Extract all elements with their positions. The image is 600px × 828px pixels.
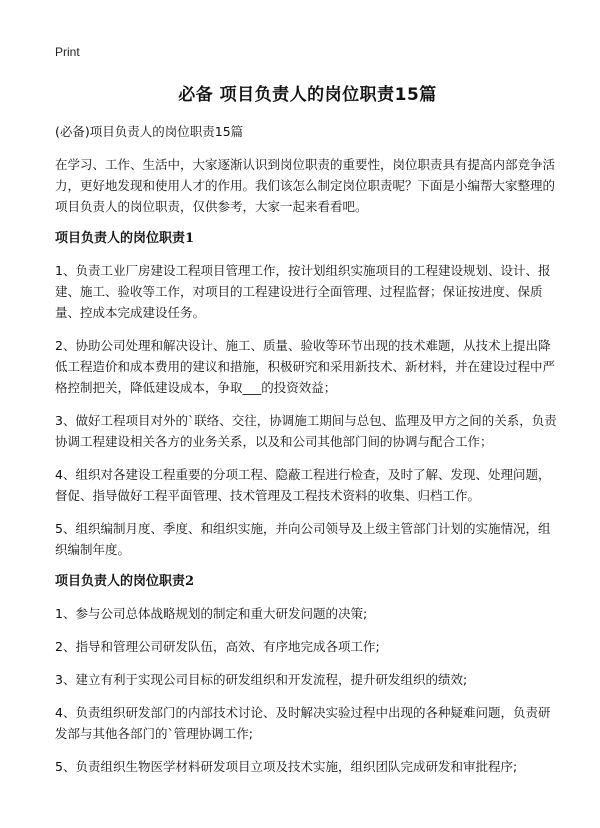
document-title: 必备 项目负责人的岗位职责15篇 bbox=[178, 85, 437, 105]
list-item: 2、协助公司处理和解决设计、施工、质量、验收等环节出现的技术难题，从技术上提出降低工程造价和成本费用的建议和措施，积极研究和采用新技术、新材料，并在建设过程中严格控制把关，降低建设成本，争取___的投资效益； bbox=[55, 338, 556, 395]
list-item: 1、参与公司总体战略规划的制定和重大研发问题的决策; bbox=[55, 606, 368, 621]
list-item: 1、负责工业厂房建设工程项目管理工作，按计划组织实施项目的工程建设规划、设计、报建、施工、验收等工作，对项目的工程建设进行全面管理、过程监督；保证按进度、保质量、控成本完成建设任务。 bbox=[55, 263, 551, 320]
section-heading: 项目负责人的岗位职责2 bbox=[55, 574, 195, 589]
list-item: 3、做好工程项目对外的`联络、交往，协调施工期间与总包、监理及甲方之间的关系，负责协调工程建设相关各方的业务关系，以及和公司其他部门间的协调与配合工作； bbox=[55, 413, 557, 449]
document-subtitle: (必备)项目负责人的岗位职责15篇 bbox=[55, 124, 244, 139]
list-item: 3、建立有利于实现公司目标的研发组织和开发流程，提升研发组织的绩效; bbox=[55, 672, 468, 687]
document-body bbox=[55, 121, 560, 789]
intro-paragraph: 在学习、工作、生活中，大家逐渐认识到岗位职责的重要性，岗位职责具有提高内部竞争活力，更好地发现和使用人才的作用。我们该怎么制定岗位职责呢？下面是小编帮大家整理的项目负责人的岗位职责，仅供参考，大家一起来看看吧。 bbox=[55, 157, 556, 214]
list-item: 5、组织编制月度、季度、和组织实施，并向公司领导及上级主管部门计划的实施情况，组织编制年度。 bbox=[55, 521, 551, 557]
section-heading: 项目负责人的岗位职责1 bbox=[55, 231, 195, 246]
list-item: 5、负责组织生物医学材料研发项目立项及技术实施，组织团队完成研发和审批程序; bbox=[55, 759, 518, 774]
print-link[interactable]: Print bbox=[55, 45, 80, 59]
list-item: 4、负责组织研发部门的内部技术讨论、及时解决实验过程中出现的各种疑难问题，负责研发部与其他各部门的`管理协调工作; bbox=[55, 705, 551, 741]
section-1 bbox=[55, 229, 560, 560]
section-2 bbox=[55, 572, 560, 777]
list-item: 4、组织对各建设工程重要的分项工程、隐蔽工程进行检查，及时了解、发现、处理问题，督促、指导做好工程平面管理、技术管理及工程技术资料的收集、归档工作。 bbox=[55, 467, 551, 503]
list-item: 2、指导和管理公司研发队伍，高效、有序地完成各项工作; bbox=[55, 639, 380, 654]
